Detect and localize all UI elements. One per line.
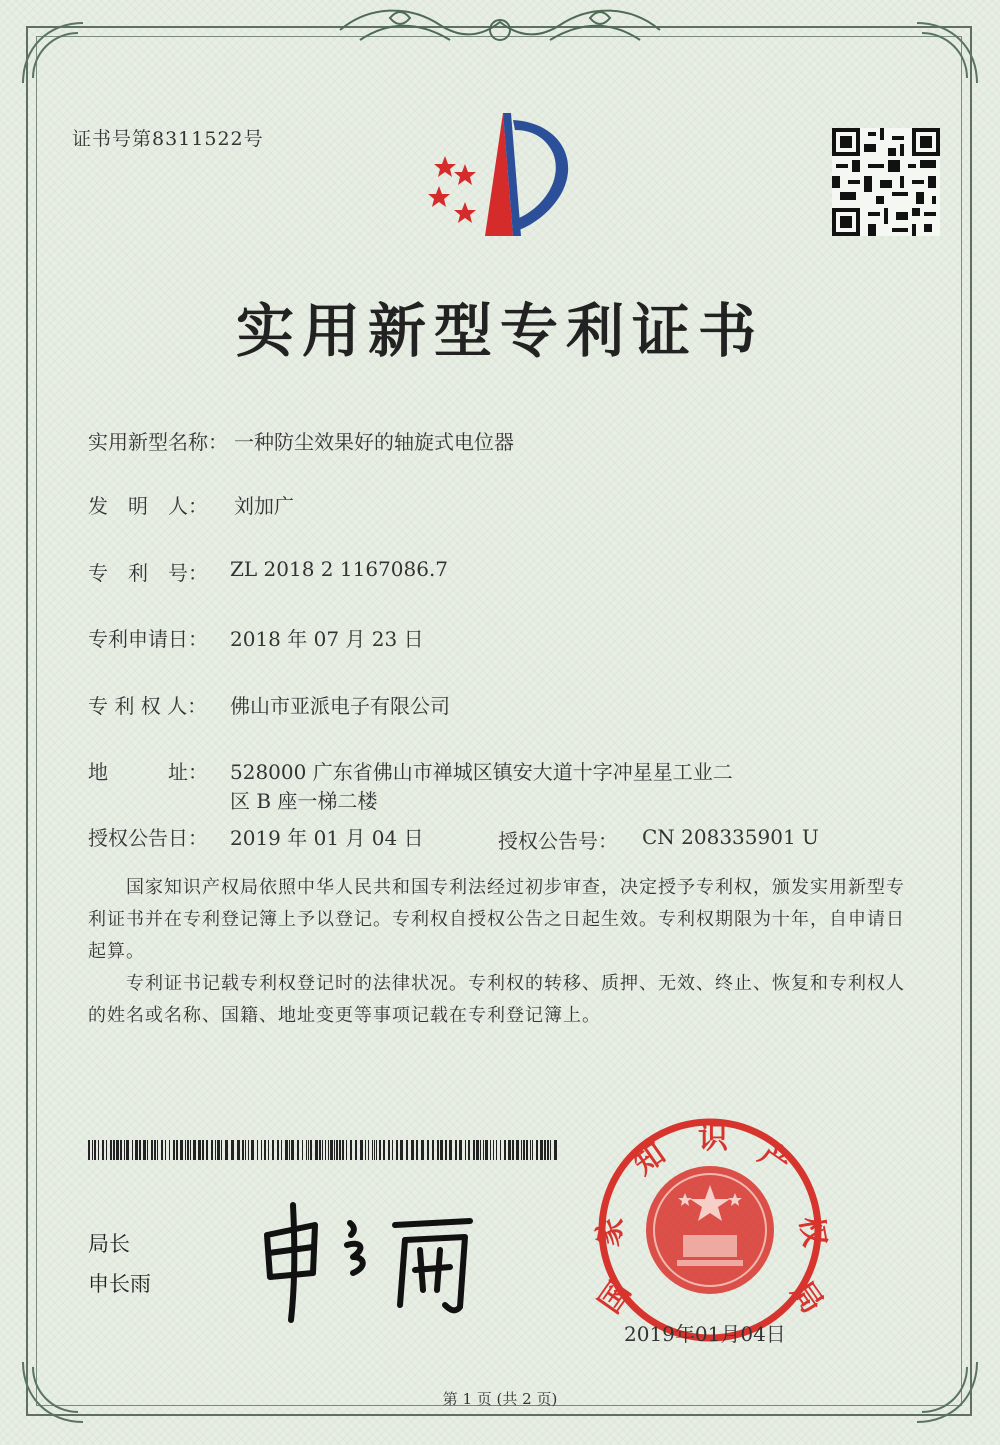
qr-code-icon xyxy=(832,128,940,236)
name-label: 实用新型名称： xyxy=(88,430,228,454)
corner-ornament-tr xyxy=(912,18,982,88)
svg-text:识: 识 xyxy=(698,1121,728,1156)
handwritten-signature xyxy=(255,1195,505,1325)
director-name: 申长雨 xyxy=(88,1272,151,1296)
filing-date-label: 专利申请日： xyxy=(88,627,208,651)
director-title: 局长 xyxy=(88,1232,130,1256)
inventor-value: 刘加广 xyxy=(234,494,294,518)
svg-text:知: 知 xyxy=(627,1136,672,1183)
svg-text:权: 权 xyxy=(792,1213,833,1250)
page-footer: 第 1 页 (共 2 页) xyxy=(442,1390,558,1408)
body-paragraph-2: 专利证书记载专利权登记时的法律状况。专利权的转移、质押、无效、终止、恢复和专利权人的姓名或名称、国籍、地址变更等事项记载在专利登记簿上。 xyxy=(88,973,905,1026)
svg-text:家: 家 xyxy=(590,1213,631,1250)
grant-number-label: 授权公告号： xyxy=(498,829,618,853)
official-seal xyxy=(590,1115,833,1345)
name-value: 一种防尘效果好的轴旋式电位器 xyxy=(234,430,514,454)
patentee-value: 佛山市亚派电子有限公司 xyxy=(230,694,450,718)
svg-text:国: 国 xyxy=(592,1275,639,1320)
inventor-label: 发 明 人： xyxy=(88,494,208,518)
patent-office-logo xyxy=(415,108,590,238)
grant-date-value: 2019 年 01 月 04 日 xyxy=(230,826,424,850)
top-ornament xyxy=(330,0,670,60)
certificate-title: 实用新型专利证书 xyxy=(235,297,764,365)
certificate-number: 证书号第8311522号 xyxy=(72,128,264,150)
corner-ornament-tl xyxy=(18,18,88,88)
address-value-line-2: 区 B 座一梯二楼 xyxy=(230,789,378,813)
barcode xyxy=(88,1140,558,1160)
address-value-line-1: 528000 广东省佛山市禅城区镇安大道十字冲星星工业二 xyxy=(230,760,733,784)
svg-text:局: 局 xyxy=(783,1275,830,1320)
patent-number-label: 专 利 号： xyxy=(88,561,208,585)
address-label: 地 址： xyxy=(88,760,208,784)
patent-number-value: ZL 2018 2 1167086.7 xyxy=(230,557,449,581)
grant-date-label: 授权公告日： xyxy=(88,826,208,850)
filing-date-value: 2018 年 07 月 23 日 xyxy=(230,627,424,651)
patentee-label: 专 利 权 人： xyxy=(88,694,208,718)
grant-number-value: CN 208335901 U xyxy=(642,825,819,849)
seal-date: 2019年01月04日 xyxy=(624,1322,786,1346)
svg-text:产: 产 xyxy=(752,1136,797,1183)
body-paragraph-1: 国家知识产权局依照中华人民共和国专利法经过初步审查，决定授予专利权，颁发实用新型专利证书并在专利登记簿上予以登记。专利权自授权公告之日起生效。专利权期限为十年，自申请日起算。 xyxy=(88,877,905,962)
